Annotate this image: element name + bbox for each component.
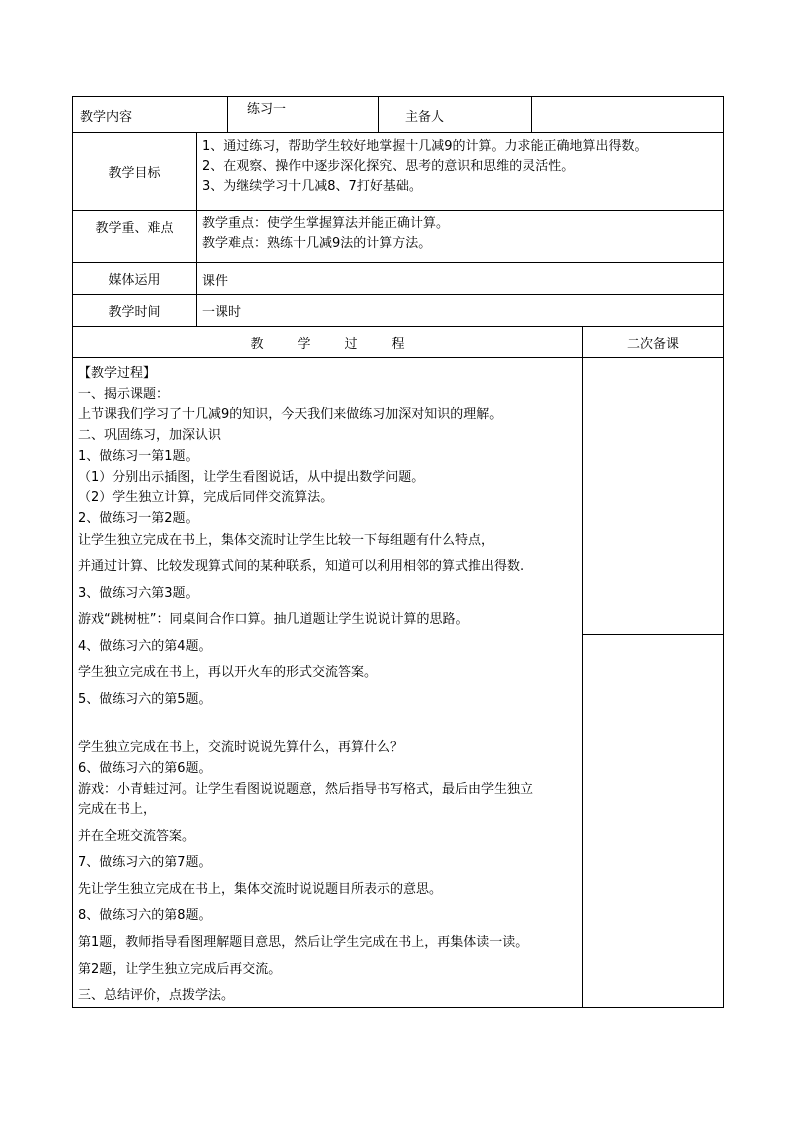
table-border-top — [72, 96, 724, 97]
process-line: （2）学生独立计算，完成后同伴交流算法。 — [78, 490, 334, 505]
media-value: 课件 — [202, 274, 229, 289]
col-divider — [582, 326, 583, 1008]
objective-item: 1、通过练习，帮助学生较好地掌握十几减9的计算。力求能正确地算出得数。 — [202, 139, 648, 154]
process-line: 二、巩固练习，加深认识 — [78, 428, 222, 443]
objective-item: 2、在观察、操作中逐步深化探究、思考的意识和思维的灵活性。 — [202, 159, 575, 174]
focus-item: 教学难点：熟练十几减9法的计算方法。 — [202, 236, 432, 251]
objective-item: 3、为继续学习十几减8、7打好基础。 — [202, 179, 422, 194]
process-line: （1）分别出示插图，让学生看图说话，从中提出数学问题。 — [78, 470, 425, 485]
content-value: 练习一 — [247, 102, 287, 117]
process-line: 2、做练习一第2题。 — [78, 511, 199, 526]
media-label: 媒体运用 — [108, 273, 161, 288]
content-label: 教学内容 — [80, 110, 133, 125]
process-line: 1、做练习一第1题。 — [78, 449, 199, 464]
col-divider — [227, 96, 228, 133]
process-line: 并通过计算、比较发现算式间的某种联系，知道可以利用相邻的算式推出得数. — [78, 559, 525, 574]
process-line: 5、做练习六的第5题。 — [78, 692, 212, 707]
process-line: 7、做练习六的第7题。 — [78, 855, 212, 870]
col-divider — [196, 132, 197, 327]
process-line: 3、做练习六第3题。 — [78, 586, 199, 601]
process-line: 完成在书上， — [78, 802, 157, 817]
process-line: 第1题，教师指导看图理解题目意思，然后让学生完成在书上，再集体读一读。 — [78, 935, 529, 950]
preparer-label: 主备人 — [405, 110, 445, 125]
process-line: 一、揭示课题： — [78, 387, 170, 402]
process-line: 游戏“跳树桩”：同桌间合作口算。抽几道题让学生说说计算的思路。 — [78, 612, 469, 627]
process-header-char: 过 — [344, 336, 358, 352]
focus-label: 教学重、难点 — [95, 220, 174, 236]
process-line: 6、做练习六的第6题。 — [78, 761, 212, 776]
process-line: 【教学过程】 — [78, 366, 157, 381]
objectives-list — [202, 137, 648, 197]
focus-item: 教学重点：使学生掌握算法并能正确计算。 — [202, 216, 450, 231]
secondary-header: 二次备课 — [626, 336, 679, 352]
process-line: 让学生独立完成在书上，集体交流时让学生比较一下每组题有什么特点， — [78, 533, 495, 548]
process-header — [73, 327, 582, 357]
process-line: 第2题，让学生独立完成后再交流。 — [78, 962, 282, 977]
col-divider — [531, 96, 532, 133]
process-header-char: 学 — [297, 336, 311, 352]
time-label: 教学时间 — [108, 305, 161, 320]
process-line: 学生独立完成在书上，交流时说说先算什么，再算什么？ — [78, 740, 404, 755]
secondary-divider — [582, 634, 724, 635]
process-line: 并在全班交流答案。 — [78, 829, 196, 844]
process-line: 游戏：小青蛙过河。让学生看图说说题意，然后指导书写格式，最后由学生独立 — [78, 782, 534, 797]
time-value: 一课时 — [202, 305, 242, 320]
process-line: 三、总结评价，点拨学法。 — [78, 988, 235, 1003]
objectives-label: 教学目标 — [108, 166, 161, 181]
process-line: 8、做练习六的第8题。 — [78, 908, 212, 923]
col-divider — [378, 96, 379, 133]
process-line: 学生独立完成在书上，再以开火车的形式交流答案。 — [78, 665, 378, 680]
process-header-char: 程 — [391, 336, 405, 352]
row-divider — [72, 357, 724, 358]
focus-list — [202, 214, 449, 254]
table-border-right — [723, 96, 724, 1008]
process-line: 4、做练习六的第4题。 — [78, 639, 212, 654]
table-border-bottom — [72, 1007, 724, 1008]
process-line: 上节课我们学习了十几减9的知识，今天我们来做练习加深对知识的理解。 — [78, 407, 503, 422]
process-line: 先让学生独立完成在书上，集体交流时说说题目所表示的意思。 — [78, 882, 443, 897]
process-header-char: 教 — [250, 336, 264, 352]
